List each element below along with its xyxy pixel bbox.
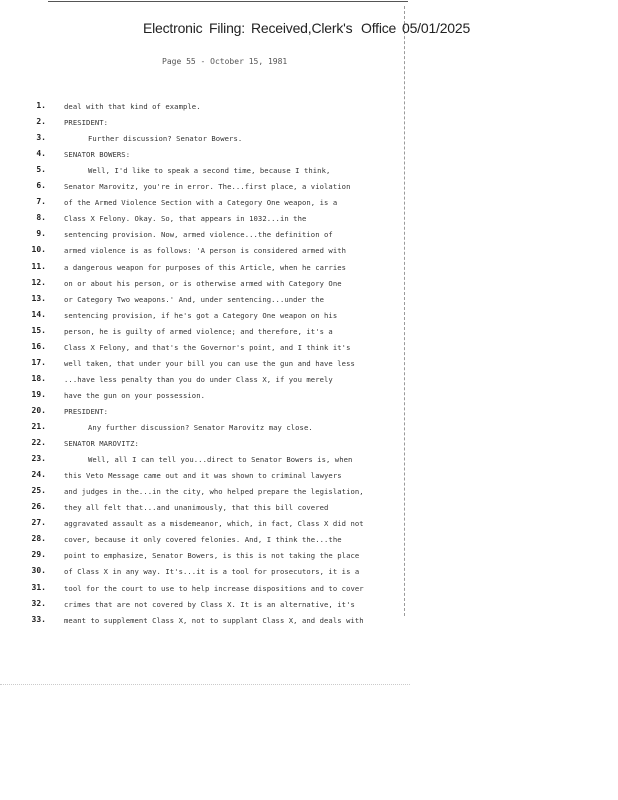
transcript-line: they all felt that...and unanimously, that this bill covered: [64, 503, 329, 512]
transcript-line: or Category Two weapons.' And, under sentencing...under the: [64, 295, 325, 304]
transcript-line: Any further discussion? Senator Marovitz may close.: [88, 423, 313, 432]
line-number: 1.: [36, 101, 46, 110]
transcript-line: Senator Marovitz, you're in error. The...first place, a violation: [64, 182, 351, 191]
line-number: 5.: [36, 165, 46, 174]
transcript-line: Further discussion? Senator Bowers.: [88, 134, 243, 143]
line-number: 16.: [31, 342, 46, 351]
line-number: 30.: [31, 566, 46, 575]
line-number: 25.: [31, 486, 46, 495]
stamp-filing: Filing:: [209, 20, 245, 36]
line-number: 33.: [31, 615, 46, 624]
transcript-line: SENATOR BOWERS:: [64, 150, 131, 159]
transcript-line: PRESIDENT:: [64, 407, 109, 416]
transcript-line: crimes that are not covered by Class X. It is an alternative, it's: [64, 600, 355, 609]
stamp-received: Received,Clerk's: [251, 20, 353, 36]
transcript-line: this Veto Message came out and it was shown to criminal lawyers: [64, 471, 342, 480]
line-number: 6.: [36, 181, 46, 190]
line-number: 9.: [36, 229, 46, 238]
transcript-line: meant to supplement Class X, not to supplant Class X, and deals with: [64, 616, 364, 625]
transcript-line: well taken, that under your bill you can use the gun and have less: [64, 359, 355, 368]
line-number: 27.: [31, 518, 46, 527]
line-number: 11.: [31, 262, 46, 271]
line-number: 15.: [31, 326, 46, 335]
margin-line: [404, 6, 405, 616]
transcript-line: Class X Felony, and that's the Governor's point, and I think it's: [64, 343, 351, 352]
transcript-line: armed violence is as follows: 'A person is considered armed with: [64, 246, 347, 255]
transcript-line: point to emphasize, Senator Bowers, is this is not taking the place: [64, 551, 360, 560]
line-number: 18.: [31, 374, 46, 383]
transcript-line: cover, because it only covered felonies. And, I think the...the: [64, 535, 342, 544]
transcript-line: ...have less penalty than you do under Class X, if you merely: [64, 375, 333, 384]
transcript-line: aggravated assault as a misdemeanor, which, in fact, Class X did not: [64, 519, 364, 528]
line-number: 28.: [31, 534, 46, 543]
line-number: 2.: [36, 117, 46, 126]
line-number: 31.: [31, 583, 46, 592]
transcript-line: person, he is guilty of armed violence; and therefore, it's a: [64, 327, 333, 336]
line-number: 19.: [31, 390, 46, 399]
transcript-line: a dangerous weapon for purposes of this Article, when he carries: [64, 263, 347, 272]
transcript-line: have the gun on your possession.: [64, 391, 206, 400]
transcript-line: of the Armed Violence Section with a Category One weapon, is a: [64, 198, 338, 207]
transcript-line: tool for the court to use to help increase dispositions and to cover: [64, 584, 364, 593]
footer-dots: [0, 684, 410, 689]
line-number: 13.: [31, 294, 46, 303]
line-number: 29.: [31, 550, 46, 559]
transcript-line: Class X Felony. Okay. So, that appears in 1032...in the: [64, 214, 307, 223]
transcript-line: PRESIDENT:: [64, 118, 109, 127]
line-number: 17.: [31, 358, 46, 367]
line-number: 8.: [36, 213, 46, 222]
line-number: 14.: [31, 310, 46, 319]
line-number: 22.: [31, 438, 46, 447]
line-number: 10.: [31, 245, 46, 254]
line-number: 12.: [31, 278, 46, 287]
transcript-line: SENATOR MAROVITZ:: [64, 439, 139, 448]
line-number: 7.: [36, 197, 46, 206]
line-number: 32.: [31, 599, 46, 608]
transcript-line: deal with that kind of example.: [64, 102, 201, 111]
transcript-line: Well, I'd like to speak a second time, because I think,: [88, 166, 331, 175]
transcript-line: on or about his person, or is otherwise armed with Category One: [64, 279, 342, 288]
stamp-date: 05/01/2025: [402, 20, 471, 36]
line-number: 26.: [31, 502, 46, 511]
stamp-office: Office: [361, 20, 397, 36]
line-number: 20.: [31, 406, 46, 415]
transcript-line: sentencing provision, if he's got a Category One weapon on his: [64, 311, 338, 320]
line-number: 23.: [31, 454, 46, 463]
transcript-line: sentencing provision. Now, armed violence...the definition of: [64, 230, 333, 239]
line-number: 21.: [31, 422, 46, 431]
stamp-electronic: Electronic: [143, 20, 203, 36]
transcript-line: Well, all I can tell you...direct to Senator Bowers is, when: [88, 455, 353, 464]
top-rule: [48, 1, 408, 2]
line-number: 4.: [36, 149, 46, 158]
page-header: Page 55 - October 15, 1981: [162, 57, 288, 66]
transcript-line: of Class X in any way. It's...it is a tool for prosecutors, it is a: [64, 567, 360, 576]
line-number: 24.: [31, 470, 46, 479]
line-number: 3.: [36, 133, 46, 142]
transcript-line: and judges in the...in the city, who helped prepare the legislation,: [64, 487, 364, 496]
